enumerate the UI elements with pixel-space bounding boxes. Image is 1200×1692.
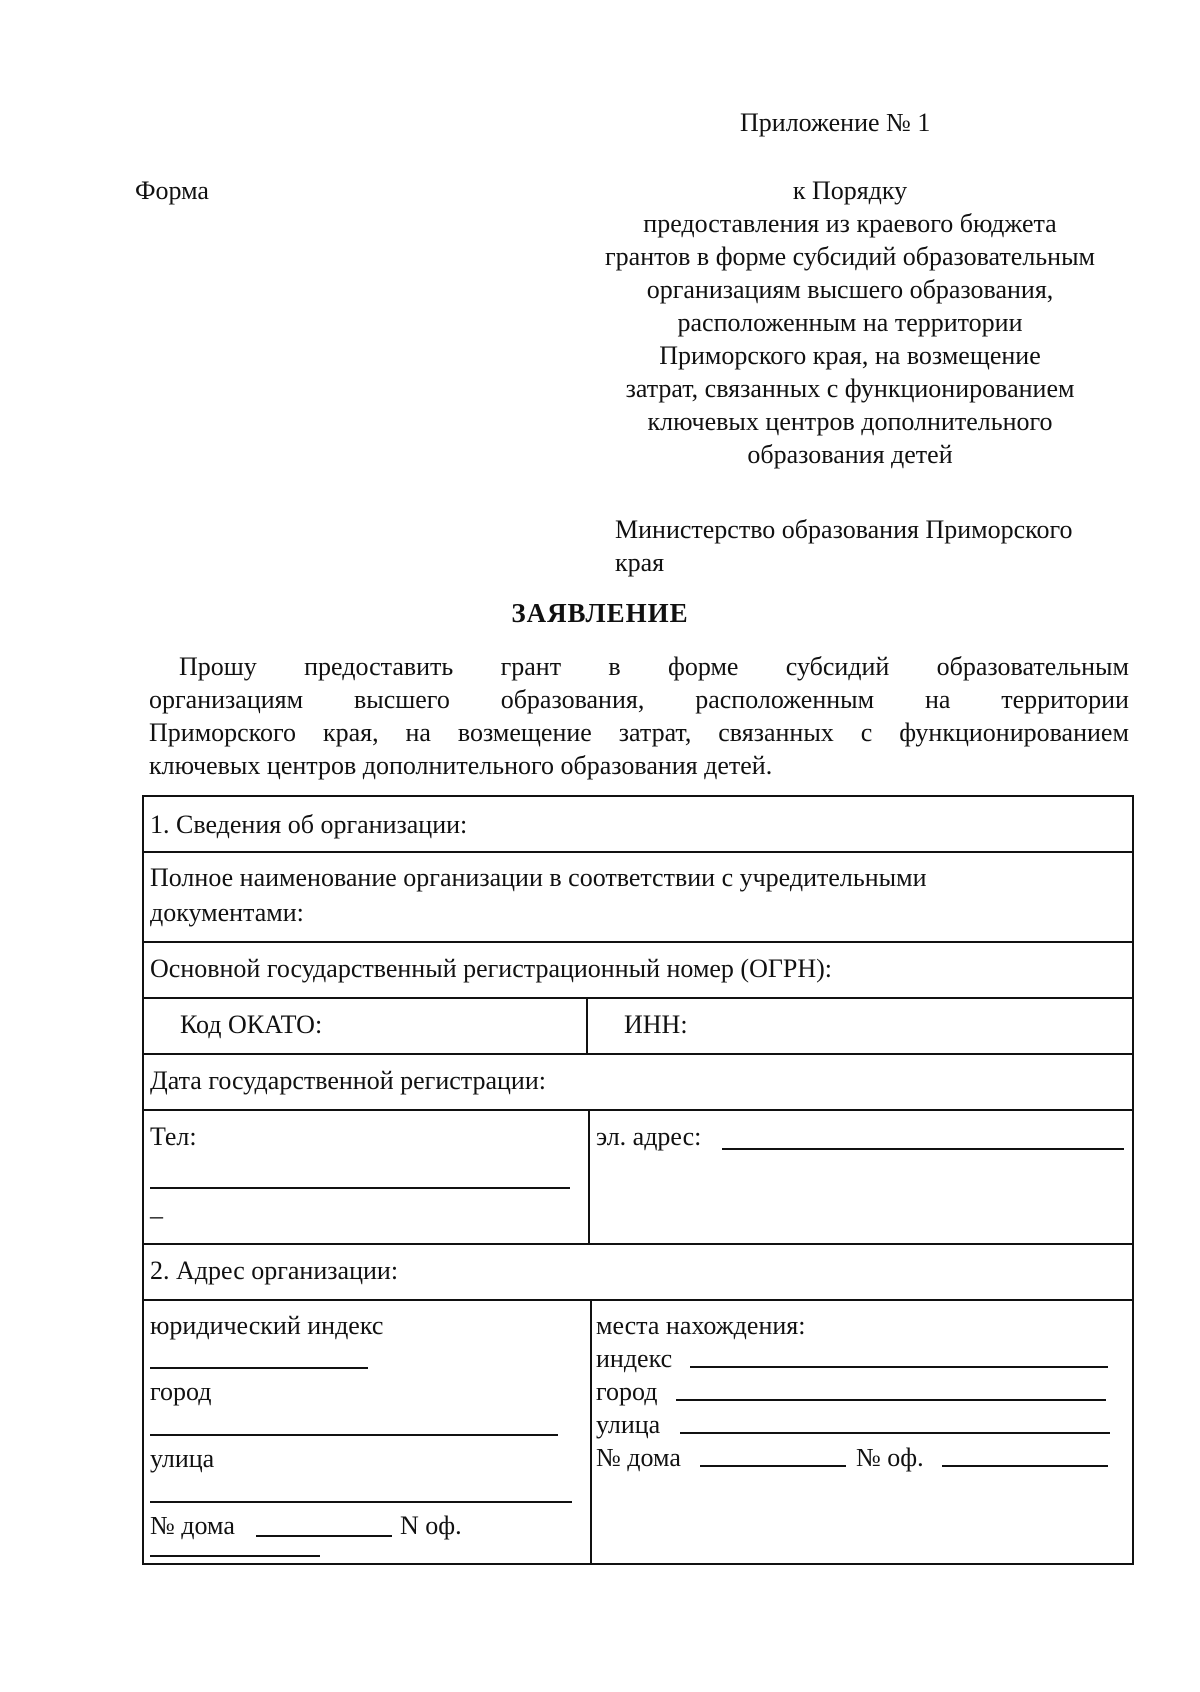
actual-house-blank[interactable] [700,1465,846,1467]
row-divider [144,1109,1132,1111]
actual-street-label: улица [596,1410,661,1439]
row-divider [144,1053,1132,1055]
row-divider [144,1243,1132,1245]
legal-house-blank[interactable] [256,1535,392,1537]
actual-office-label: № оф. [856,1443,924,1472]
email-blank[interactable] [722,1148,1124,1150]
word: связанных [718,718,834,747]
order-reference-line: грантов в форме субсидий образовательным [605,242,1095,271]
full-name-label-cont: документами: [150,898,304,927]
column-divider [588,1109,590,1243]
word: функционированием [899,718,1129,747]
column-divider [590,1299,592,1565]
word: затрат, [618,718,692,747]
request-line-1 [149,650,1129,683]
word: Прошу [179,652,257,681]
word: расположенным [695,685,875,714]
legal-city-blank[interactable] [150,1434,558,1436]
row-divider [144,851,1132,853]
request-line-4: ключевых центров дополнительного образования детей. [149,751,773,780]
addressee-line: края [615,548,665,577]
full-name-label: Полное наименование организации в соответствии с учредительными [150,863,927,892]
order-reference-line: организациям высшего образования, [646,275,1054,304]
actual-office-blank[interactable] [942,1465,1108,1467]
word: Приморского [149,718,297,747]
addressee-line: Министерство образования Приморского [615,515,1073,544]
legal-office-label: N оф. [400,1511,462,1540]
ogrn-label: Основной государственный регистрационный номер (ОГРН): [150,954,833,983]
actual-index-label: индекс [596,1344,673,1373]
form-label: Форма [135,176,209,205]
order-reference-line: предоставления из краевого бюджета [643,209,1057,238]
order-reference-line: Приморского края, на возмещение [659,341,1041,370]
word: образования, [500,685,645,714]
order-reference-line: образования детей [747,440,953,469]
word: на [405,718,431,747]
word: организациям [149,685,304,714]
document-title: ЗАЯВЛЕНИЕ [511,598,689,628]
order-reference-line: затрат, связанных с функционированием [625,374,1075,403]
organization-info-table [142,795,1134,1565]
word: края, [322,718,379,747]
order-reference-line: расположенным на территории [677,308,1023,337]
word: территории [1001,685,1129,714]
order-reference [560,174,1140,471]
actual-index-blank[interactable] [690,1366,1108,1368]
legal-index-label: юридический индекс [150,1311,384,1340]
word: в [608,652,621,681]
word: образовательным [936,652,1129,681]
word: предоставить [304,652,454,681]
phone-blank[interactable] [150,1187,570,1189]
inn-label: ИНН: [624,1010,688,1039]
request-paragraph [149,650,1129,782]
phone-label: Тел: [150,1122,197,1151]
registration-date-label: Дата государственной регистрации: [150,1066,546,1095]
word: форме [667,652,739,681]
addressee [615,513,1135,579]
legal-city-label: город [150,1377,212,1406]
order-reference-line: ключевых центров дополнительного [647,407,1053,436]
order-reference-line: к Порядку [792,176,908,205]
legal-street-label: улица [150,1444,215,1473]
legal-index-blank[interactable] [150,1367,368,1369]
actual-address-heading: места нахождения: [596,1311,806,1340]
legal-office-blank[interactable] [150,1555,320,1557]
word: на [924,685,951,714]
request-line-2 [149,683,1129,716]
legal-house-label: № дома [150,1511,235,1540]
email-label: эл. адрес: [596,1122,702,1151]
actual-street-blank[interactable] [680,1432,1110,1434]
actual-city-label: город [596,1377,658,1406]
row-divider [144,1299,1132,1301]
legal-street-blank[interactable] [150,1501,572,1503]
actual-house-label: № дома [596,1443,681,1472]
column-divider [586,997,588,1053]
word: субсидий [785,652,890,681]
word: возмещение [457,718,592,747]
phone-dash: – [150,1201,163,1230]
section-1-heading: 1. Сведения об организации: [150,810,468,839]
actual-city-blank[interactable] [676,1399,1106,1401]
okato-label: Код ОКАТО: [180,1010,323,1039]
row-divider [144,941,1132,943]
word: высшего [353,685,450,714]
appendix-number: Приложение № 1 [740,108,931,137]
word: грант [500,652,562,681]
word: с [860,718,873,747]
request-line-3 [149,716,1129,749]
row-divider [144,997,1132,999]
section-2-heading: 2. Адрес организации: [150,1256,399,1285]
